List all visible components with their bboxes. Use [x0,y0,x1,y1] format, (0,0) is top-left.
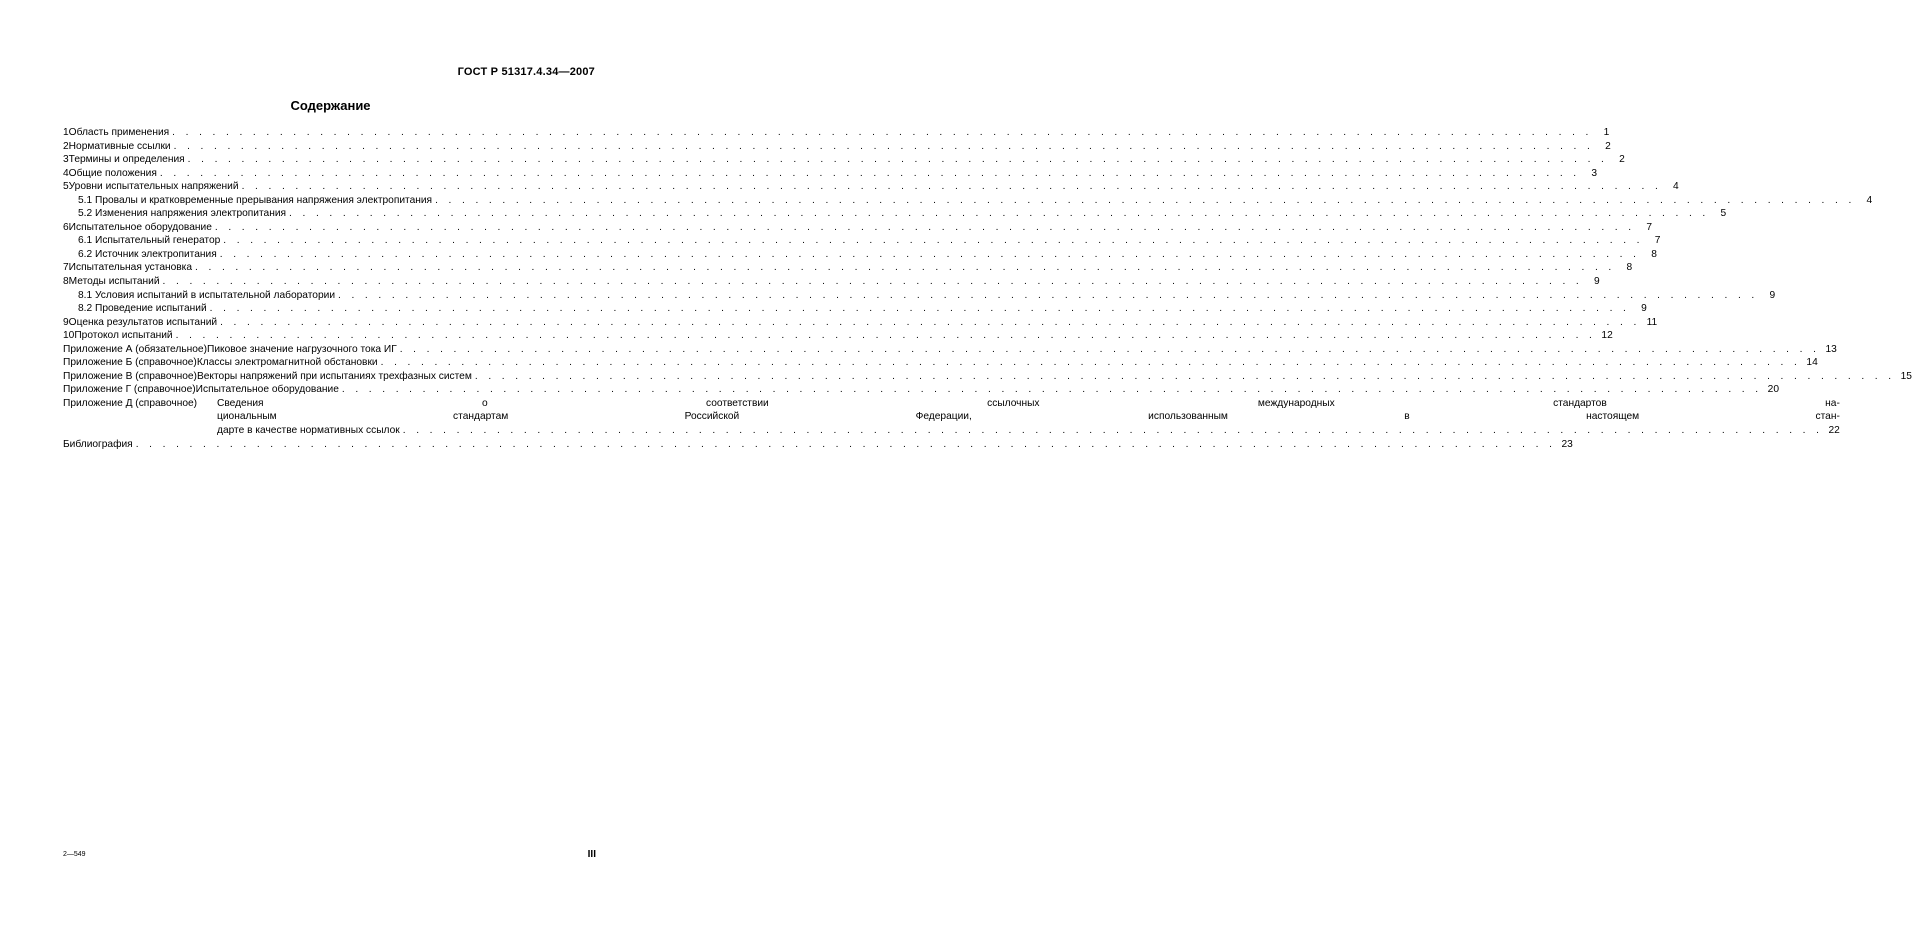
appendix-entry[interactable] [63,356,1818,370]
document-code: ГОСТ Р 51317.4.34—2007 [457,66,595,78]
toc-subentry[interactable] [63,302,1647,316]
leader-dots [342,383,1762,397]
appendix-label: Приложение Г (справочное) [63,384,196,396]
toc-page: 9 [1769,289,1776,301]
page-number: III [587,849,596,860]
toc-page: 2 [1605,140,1611,152]
appendix-label: Приложение А (обязательное) [63,343,207,355]
bibliography-entry[interactable] [63,438,1573,452]
page-title: Содержание [290,98,371,113]
leader-dots [223,234,1643,248]
toc-subentry[interactable] [63,248,1657,262]
appendix-entry[interactable] [63,383,1779,397]
appendix-title-line: циональным стандартам Российской Федерации, использованным в настоящем стан- [217,411,1840,423]
leader-dots [172,126,1592,140]
toc-number: 6 [63,221,69,233]
toc-page: 11 [1646,316,1658,328]
appendix-title-line: дарте в качестве нормативных ссылок [217,425,400,437]
toc-page: 9 [1594,276,1600,288]
toc-page: 22 [1828,425,1840,437]
toc-text: Область применения [68,127,170,138]
bibliography-label: Библиография [63,438,133,450]
leader-dots [210,302,1630,316]
print-code: 2—549 [63,851,86,858]
toc-page: 8 [1651,248,1657,260]
toc-number: 1 [63,127,69,138]
leader-dots [220,248,1640,262]
toc-number: 3 [63,154,69,166]
toc-page: 8 [1626,262,1633,274]
toc-subentry[interactable] [63,207,1727,221]
toc-text: Испытательное оборудование [68,221,212,233]
leader-dots [435,194,1855,208]
toc-entry[interactable] [63,167,1598,181]
leader-dots [381,356,1801,370]
toc-text: Термины и определения [68,154,185,166]
toc-text: Оценка результатов испытаний [68,316,218,328]
toc-number: 8 [63,276,69,288]
appendix-title: Испытательное оборудование [195,384,339,396]
appendix-title: Векторы напряжений при испытаниях трехфазных систем [196,370,472,382]
toc-text: Общие положения [68,167,157,179]
toc-subentry[interactable] [63,289,1776,303]
appendix-title: Пиковое значение нагрузочного тока ИГ [207,343,397,355]
toc-page: 20 [1767,384,1779,396]
toc-page: 4 [1673,181,1679,193]
toc-entry[interactable] [63,221,1652,235]
toc-text: 5.2 Изменения напряжения электропитания [78,208,287,220]
leader-dots [215,221,1635,235]
toc-page: 12 [1601,330,1613,342]
toc-entry[interactable] [63,153,1625,167]
toc-text: Испытательная установка [68,262,193,274]
leader-dots [136,438,1556,452]
toc-text: 8.1 Условия испытаний в испытательной лаборатории [78,289,336,301]
toc-text: 5.1 Провалы и кратковременные прерывания напряжения электропитания [78,194,433,206]
toc-page: 7 [1646,221,1652,233]
leader-dots [403,424,1823,438]
appendix-label: Приложение В (справочное) [63,370,197,382]
toc-page: 1 [1603,127,1610,138]
leader-dots [338,289,1758,303]
toc-text: 8.2 Проведение испытаний [78,303,207,315]
leader-dots [163,275,1583,289]
toc-subentry[interactable] [63,234,1661,248]
toc-entry[interactable] [63,126,1610,140]
appendix-label: Приложение Б (справочное) [63,357,197,369]
toc-page: 2 [1619,154,1625,166]
appendix-label: Приложение Д (справочное) [63,397,198,409]
appendix-entry[interactable] [63,343,1837,357]
leader-dots [188,153,1608,167]
leader-dots [289,207,1709,221]
leader-dots [195,261,1615,275]
toc-text: Уровни испытательных напряжений [68,181,239,193]
appendix-title: Классы электромагнитной обстановки [196,357,378,369]
leader-dots [160,167,1580,181]
toc-number: 4 [63,167,69,179]
toc-text: 6.1 Испытательный генератор [78,235,221,247]
toc-page: 23 [1561,438,1573,450]
toc-entry[interactable] [63,140,1611,154]
table-of-contents [63,126,1912,451]
toc-text: 6.2 Источник электропитания [78,248,217,260]
toc-text: Методы испытаний [68,276,160,288]
toc-text: Протокол испытаний [74,330,173,342]
toc-text: Нормативные ссылки [68,140,171,152]
leader-dots [400,343,1820,357]
toc-number: 10 [63,330,75,342]
leader-dots [176,329,1596,343]
toc-number: 7 [63,262,69,274]
leader-dots [220,316,1640,330]
toc-entry[interactable] [63,180,1679,194]
leader-dots [174,140,1594,154]
toc-page: 13 [1825,343,1837,355]
toc-entry[interactable] [63,261,1633,275]
toc-number: 9 [63,316,69,328]
toc-entry[interactable] [63,316,1658,330]
toc-page: 7 [1654,235,1661,247]
toc-number: 2 [63,140,69,152]
leader-dots [242,180,1662,194]
toc-entry[interactable] [63,329,1613,343]
toc-number: 5 [63,181,69,193]
appendix-entry[interactable] [63,370,1912,384]
toc-subentry[interactable] [63,194,1873,208]
toc-page: 9 [1641,303,1647,315]
appendix-entry-multiline[interactable] [63,397,1840,438]
toc-page: 3 [1591,167,1598,179]
toc-page: 4 [1866,194,1873,206]
toc-page: 5 [1720,208,1727,220]
leader-dots [475,370,1895,384]
appendix-title-line: Сведения о соответствии ссылочных международных стандартов на- [217,397,1840,409]
appendix-title-last-line [217,424,1840,438]
toc-page: 15 [1900,370,1912,382]
toc-entry[interactable] [63,275,1600,289]
toc-page: 14 [1806,357,1818,369]
